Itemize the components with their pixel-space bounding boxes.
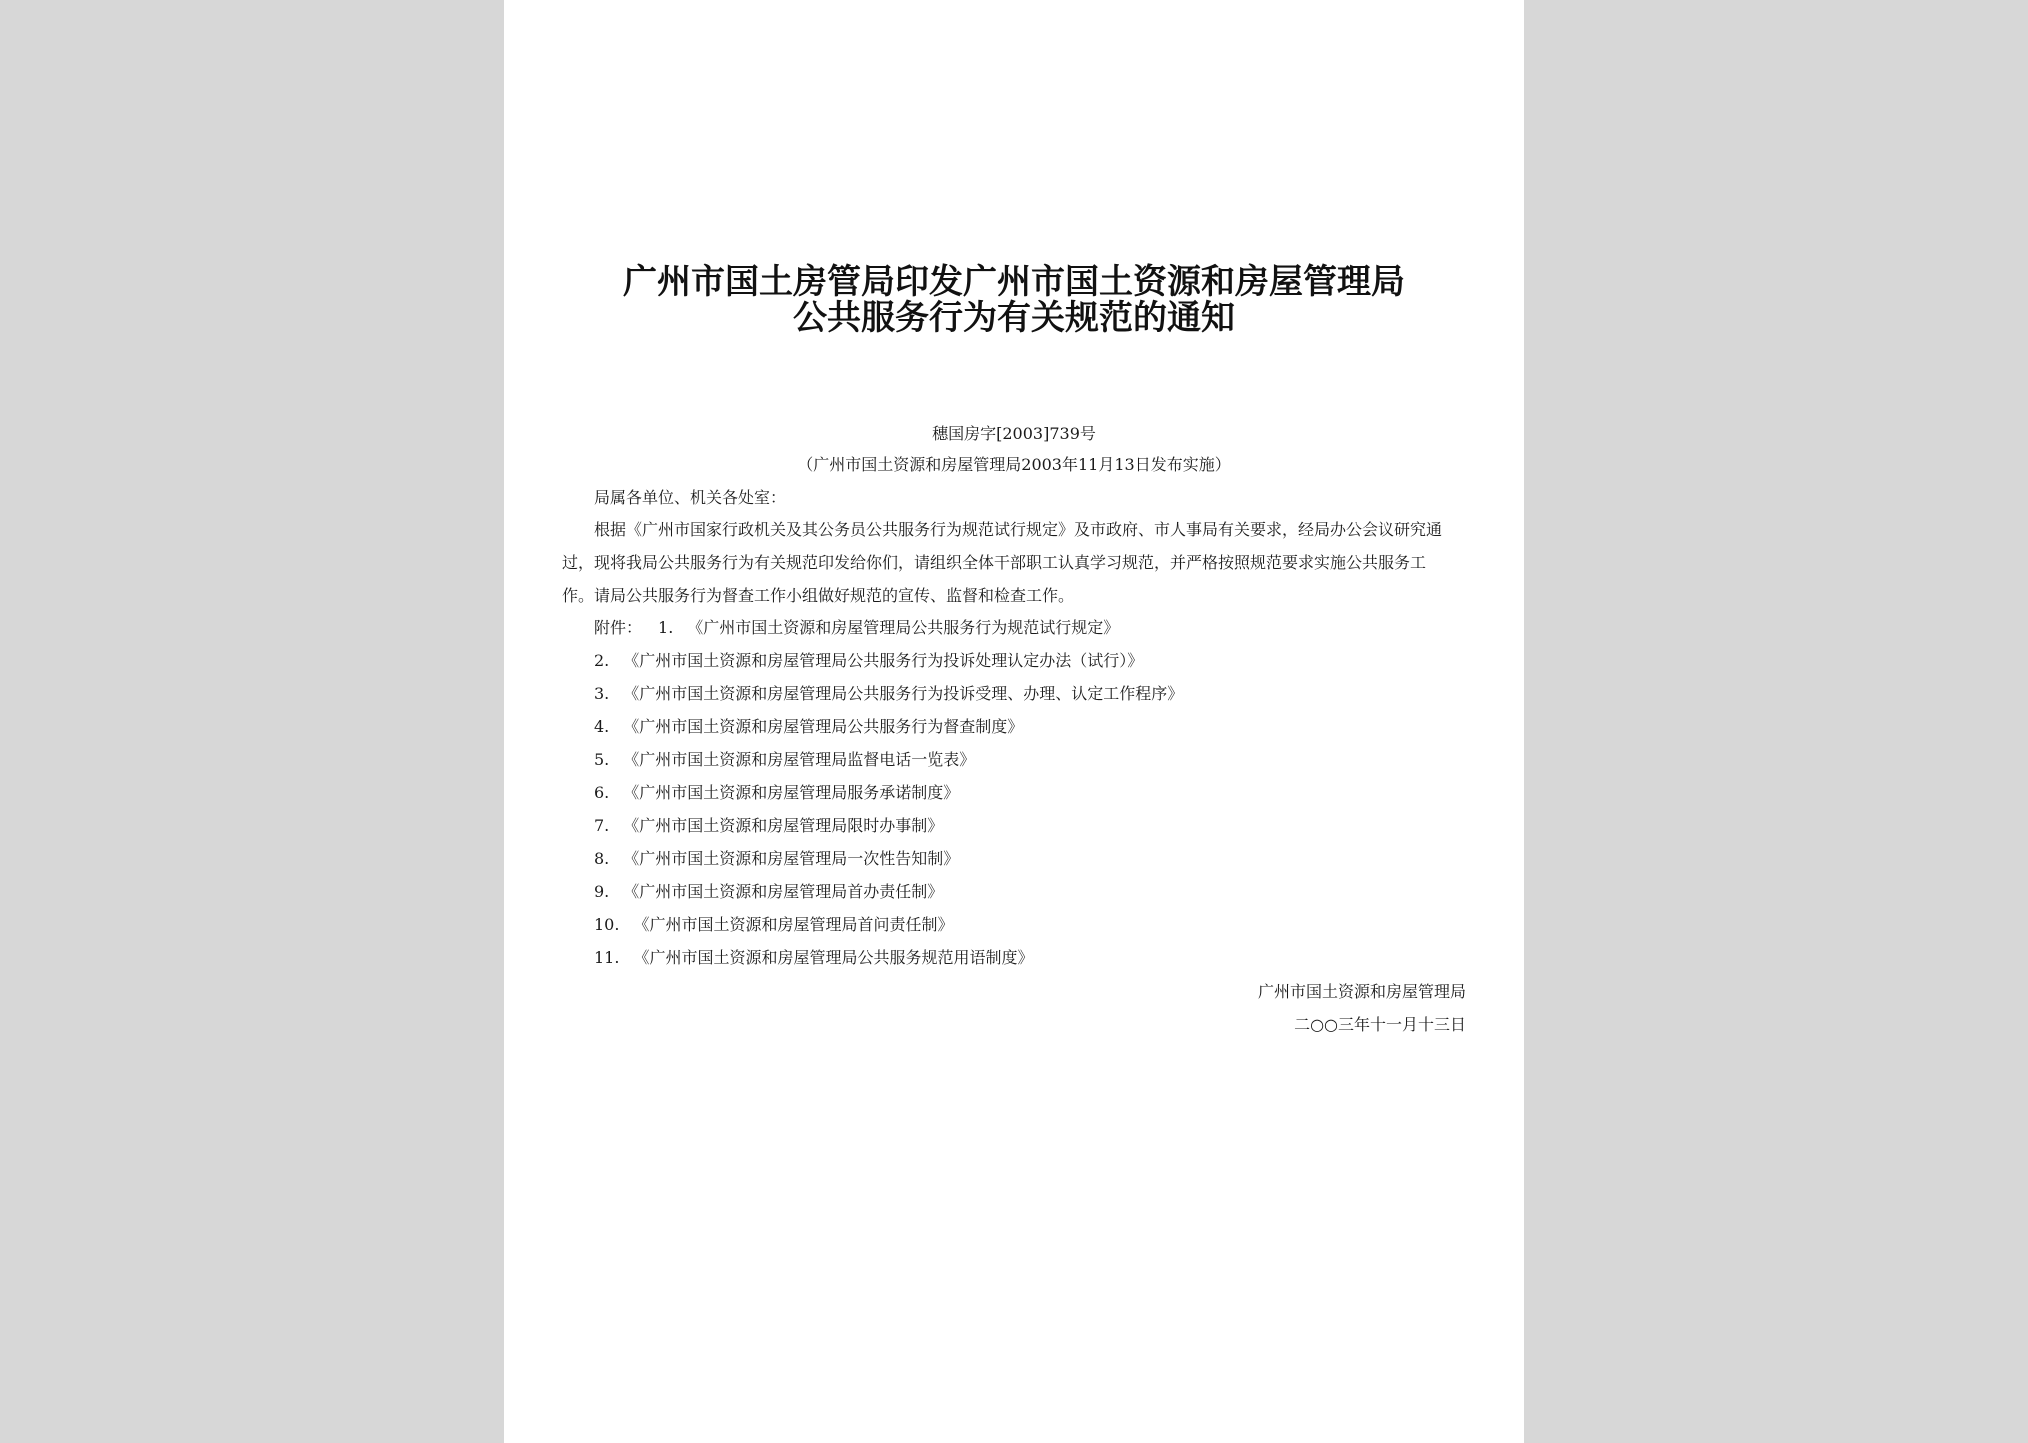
signature-date: 二○○三年十一月十三日 <box>1294 1015 1466 1034</box>
attachment-title: 《广州市国土资源和房屋管理局首问责任制》 <box>633 915 954 934</box>
attachment-item <box>594 716 1183 749</box>
attachment-list <box>594 617 1183 980</box>
attachment-number: 10. <box>594 915 620 934</box>
attachment-item <box>594 749 1183 782</box>
attachment-number: 3. <box>594 684 610 703</box>
attachment-label: 附件： <box>594 618 643 637</box>
body-paragraph <box>562 519 1462 618</box>
attachment-item <box>594 815 1183 848</box>
attachment-item <box>594 650 1183 683</box>
attachment-title: 《广州市国土资源和房屋管理局公共服务行为投诉处理认定办法（试行）》 <box>623 651 1144 670</box>
attachment-number: 4. <box>594 717 610 736</box>
attachment-title: 《广州市国土资源和房屋管理局公共服务规范用语制度》 <box>633 948 1034 967</box>
attachment-title: 《广州市国土资源和房屋管理局限时办事制》 <box>623 816 944 835</box>
signature-organization: 广州市国土资源和房屋管理局 <box>1257 982 1466 1001</box>
document-number: 穗国房字[2003]739号 <box>932 424 1096 443</box>
attachment-number: 11. <box>594 948 620 967</box>
document-title-line-2: 公共服务行为有关规范的通知 <box>793 298 1235 338</box>
attachment-item <box>594 683 1183 716</box>
document-page <box>504 0 1524 1443</box>
attachment-number: 1. <box>658 618 674 637</box>
attachment-number: 6. <box>594 783 610 802</box>
attachment-item <box>594 914 1183 947</box>
attachment-title: 《广州市国土资源和房屋管理局监督电话一览表》 <box>623 750 976 769</box>
attachment-title: 《广州市国土资源和房屋管理局公共服务行为规范试行规定》 <box>687 618 1120 637</box>
attachment-number: 2. <box>594 651 610 670</box>
issue-note: （广州市国土资源和房屋管理局2003年11月13日发布实施） <box>797 455 1231 474</box>
attachment-item <box>594 881 1183 914</box>
attachment-item <box>594 782 1183 815</box>
attachment-title: 《广州市国土资源和房屋管理局公共服务行为督查制度》 <box>623 717 1024 736</box>
attachment-title: 《广州市国土资源和房屋管理局公共服务行为投诉受理、办理、认定工作程序》 <box>623 684 1184 703</box>
attachment-number: 7. <box>594 816 610 835</box>
attachment-item <box>594 617 1183 650</box>
attachment-title: 《广州市国土资源和房屋管理局一次性告知制》 <box>623 849 960 868</box>
attachment-number: 5. <box>594 750 610 769</box>
attachment-title: 《广州市国土资源和房屋管理局服务承诺制度》 <box>623 783 960 802</box>
salutation: 局属各单位、机关各处室： <box>594 488 787 507</box>
attachment-item <box>594 947 1183 980</box>
body-line: 过，现将我局公共服务行为有关规范印发给你们，请组织全体干部职工认真学习规范，并严格按照规范要求实施公共服务工 <box>562 553 1427 572</box>
body-line: 根据《广州市国家行政机关及其公务员公共服务行为规范试行规定》及市政府、市人事局有关要求，经局办公会议研究通 <box>594 520 1443 539</box>
attachment-number: 9. <box>594 882 610 901</box>
attachment-title: 《广州市国土资源和房屋管理局首办责任制》 <box>623 882 944 901</box>
document-title-line-1: 广州市国土房管局印发广州市国土资源和房屋管理局 <box>623 262 1405 302</box>
attachment-item <box>594 848 1183 881</box>
body-line: 作。请局公共服务行为督查工作小组做好规范的宣传、监督和检查工作。 <box>562 586 1075 605</box>
attachment-number: 8. <box>594 849 610 868</box>
